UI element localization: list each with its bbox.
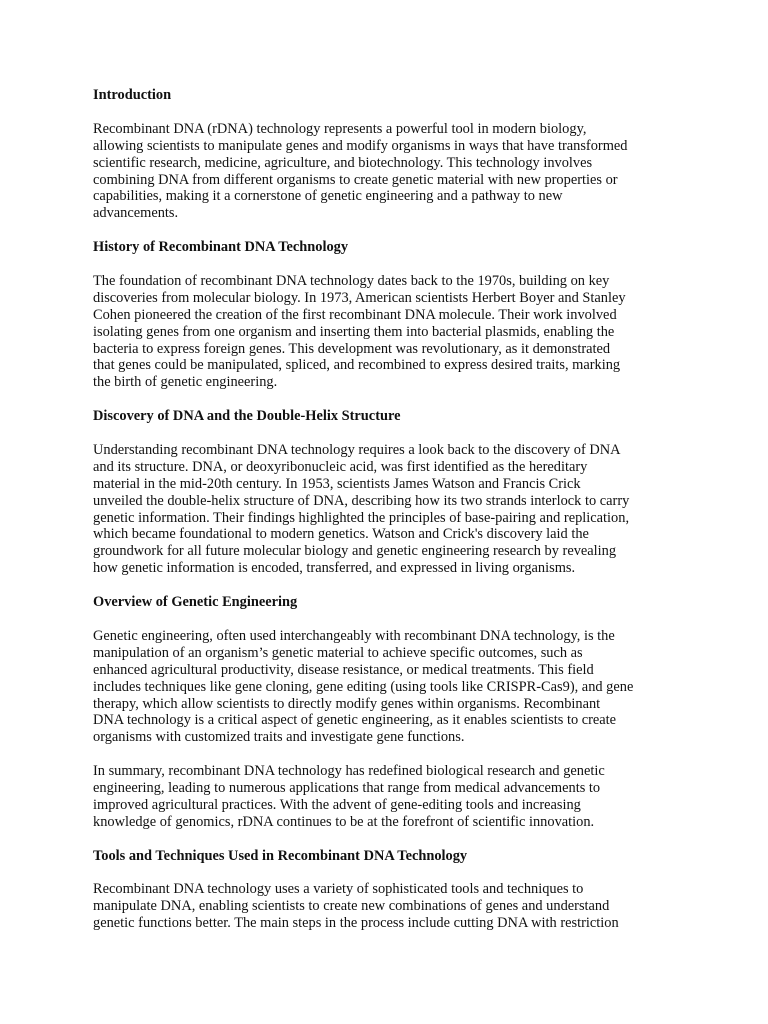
- text-line: Genetic engineering, often used interchangeably with recombinant DNA technology, is the: [93, 627, 615, 644]
- section-heading: Tools and Techniques Used in Recombinant DNA Technology: [93, 847, 468, 864]
- document-body: [93, 87, 683, 949]
- text-line: capabilities, making it a cornerstone of genetic engineering and a pathway to new: [93, 188, 563, 205]
- text-line: The foundation of recombinant DNA technology dates back to the 1970s, building on key: [93, 272, 610, 289]
- text-line: therapy, which allow scientists to directly modify genes within organisms. Recombinant: [93, 695, 601, 712]
- text-line: improved agricultural practices. With the advent of gene-editing tools and increasing: [93, 796, 581, 813]
- text-line: Cohen pioneered the creation of the first recombinant DNA molecule. Their work involved: [93, 306, 617, 323]
- text-line: genetic functions better. The main steps in the process include cutting DNA with restriction: [93, 915, 619, 932]
- paragraph: [93, 628, 683, 746]
- text-line: unveiled the double-helix structure of DNA, describing how its two strands interlock to carry: [93, 492, 630, 509]
- text-line: allowing scientists to manipulate genes and modify organisms in ways that have transformed: [93, 137, 628, 154]
- text-line: that genes could be manipulated, spliced, and recombined to express desired traits, marking: [93, 357, 621, 374]
- text-line: manipulation of an organism’s genetic material to achieve specific outcomes, such as: [93, 644, 583, 661]
- section-heading: Overview of Genetic Engineering: [93, 594, 298, 611]
- text-line: the birth of genetic engineering.: [93, 374, 278, 391]
- text-line: groundwork for all future molecular biology and genetic engineering research by revealing: [93, 543, 617, 560]
- text-line: scientific research, medicine, agriculture, and biotechnology. This technology involves: [93, 154, 593, 171]
- text-line: and its structure. DNA, or deoxyribonucleic acid, was first identified as the hereditary: [93, 458, 588, 475]
- text-line: DNA technology is a critical aspect of genetic engineering, as it enables scientists to create: [93, 712, 617, 729]
- text-line: bacteria to express foreign genes. This development was revolutionary, as it demonstrated: [93, 340, 611, 357]
- text-line: knowledge of genomics, rDNA continues to be at the forefront of scientific innovation.: [93, 813, 595, 830]
- paragraph: [93, 273, 683, 391]
- text-line: which became foundational to modern genetics. Watson and Crick's discovery laid the: [93, 526, 589, 543]
- text-line: Recombinant DNA (rDNA) technology represents a powerful tool in modern biology,: [93, 120, 587, 137]
- paragraph: [93, 442, 683, 577]
- text-line: isolating genes from one organism and inserting them into bacterial plasmids, enabling the: [93, 323, 615, 340]
- text-line: Understanding recombinant DNA technology requires a look back to the discovery of DNA: [93, 441, 621, 458]
- text-line: In summary, recombinant DNA technology has redefined biological research and genetic: [93, 763, 605, 780]
- text-line: includes techniques like gene cloning, gene editing (using tools like CRISPR-Cas9), and gene: [93, 678, 634, 695]
- text-line: engineering, leading to numerous applications that range from medical advancements to: [93, 780, 601, 797]
- section-heading: History of Recombinant DNA Technology: [93, 239, 349, 256]
- paragraph: [93, 121, 683, 222]
- text-line: discoveries from molecular biology. In 1973, American scientists Herbert Boyer and Stanley: [93, 289, 626, 306]
- text-line: organisms with customized traits and investigate gene functions.: [93, 729, 465, 746]
- text-line: genetic information. Their findings highlighted the principles of base-pairing and replication,: [93, 509, 630, 526]
- section-heading: Introduction: [93, 87, 172, 103]
- text-line: manipulate DNA, enabling scientists to create new combinations of genes and understand: [93, 898, 610, 915]
- text-line: advancements.: [93, 205, 179, 222]
- paragraph: [93, 763, 683, 831]
- text-line: enhanced agricultural productivity, disease resistance, or medical treatments. This field: [93, 661, 594, 678]
- text-line: material in the mid-20th century. In 1953, scientists James Watson and Francis Crick: [93, 475, 581, 492]
- text-line: Recombinant DNA technology uses a variety of sophisticated tools and techniques to: [93, 881, 584, 898]
- text-line: how genetic information is encoded, transferred, and expressed in living organisms.: [93, 560, 576, 577]
- paragraph: [93, 881, 683, 932]
- text-line: combining DNA from different organisms to create genetic material with new properties or: [93, 171, 618, 188]
- section-heading: Discovery of DNA and the Double-Helix Structure: [93, 408, 401, 425]
